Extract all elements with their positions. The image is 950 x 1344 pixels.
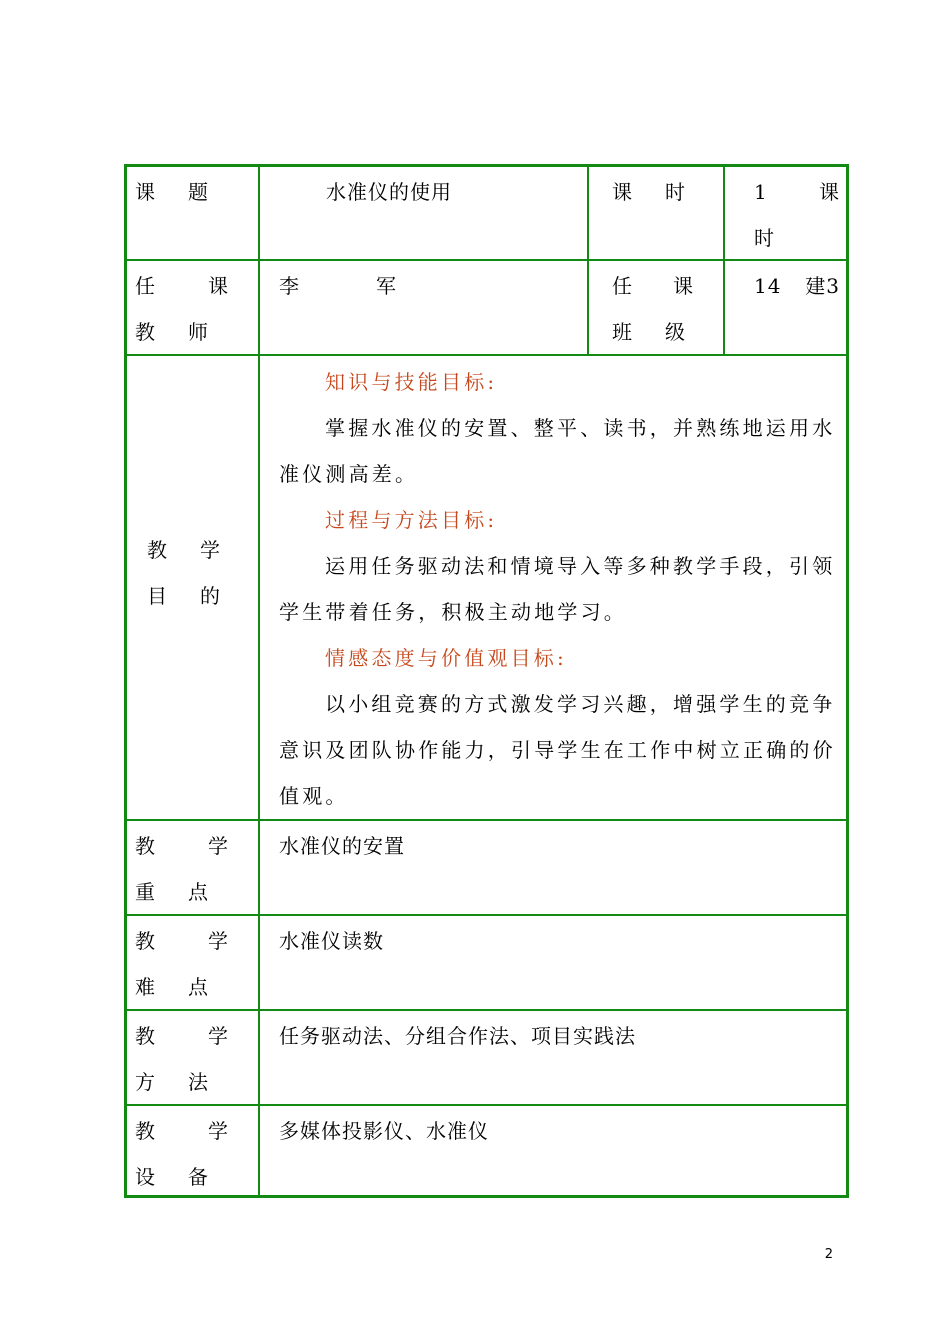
key-points-label-line2 bbox=[135, 869, 209, 915]
row-divider bbox=[127, 914, 846, 916]
equipment-label-line1 bbox=[135, 1108, 229, 1154]
hours-value-part: 1 bbox=[754, 180, 768, 204]
objectives-label-line1 bbox=[147, 527, 221, 573]
row-divider bbox=[127, 819, 846, 821]
teacher-label-char: 师 bbox=[188, 320, 209, 344]
equipment-label-char: 设 bbox=[135, 1165, 156, 1189]
class-label-char: 级 bbox=[665, 320, 686, 344]
difficulties-label-char: 点 bbox=[188, 975, 209, 999]
methods-value: 任务驱动法、分组合作法、项目实践法 bbox=[279, 1024, 636, 1048]
hours-value bbox=[754, 169, 840, 215]
equipment-label-char: 备 bbox=[188, 1165, 209, 1189]
emotion-heading: 情感态度与价值观目标: bbox=[325, 646, 567, 670]
objectives-label-char: 教 bbox=[147, 538, 168, 562]
difficulties-label-line2 bbox=[135, 964, 209, 1010]
difficulties-value: 水准仪读数 bbox=[279, 929, 384, 953]
teacher-name-char: 李 bbox=[279, 274, 300, 298]
column-divider bbox=[587, 167, 589, 354]
topic-label-char: 课 bbox=[135, 180, 156, 204]
lesson-plan-table bbox=[124, 164, 849, 1198]
class-value-part: 14 bbox=[754, 274, 782, 298]
class-label-line1 bbox=[612, 263, 694, 309]
teacher-label-char: 课 bbox=[208, 274, 229, 298]
emotion-text: 以小组竞赛的方式激发学习兴趣，增强学生的竞争意识及团队协作能力，引导学生在工作中树立正确的价值观。 bbox=[279, 692, 836, 808]
class-label-char: 班 bbox=[612, 320, 633, 344]
key-points-label-char: 重 bbox=[135, 880, 156, 904]
hours-value-unit: 时 bbox=[754, 226, 775, 250]
difficulties-label-line1 bbox=[135, 918, 229, 964]
key-points-value: 水准仪的安置 bbox=[279, 834, 405, 858]
hours-value-part: 课 bbox=[819, 180, 840, 204]
class-label-line2 bbox=[612, 309, 686, 355]
difficulties-label-char: 学 bbox=[208, 929, 229, 953]
hours-label-char: 时 bbox=[665, 180, 686, 204]
teacher-label-line2 bbox=[135, 309, 209, 355]
teacher-label-line1 bbox=[135, 263, 229, 309]
equipment-value: 多媒体投影仪、水准仪 bbox=[279, 1119, 489, 1143]
process-text: 运用任务驱动法和情境导入等多种教学手段，引领学生带着任务，积极主动地学习。 bbox=[279, 554, 836, 624]
equipment-label-char: 教 bbox=[135, 1119, 156, 1143]
objectives-label-line2 bbox=[147, 573, 221, 619]
key-points-label-line1 bbox=[135, 823, 229, 869]
objectives-label-char: 学 bbox=[200, 538, 221, 562]
topic-value: 水准仪的使用 bbox=[326, 180, 452, 204]
difficulties-label-char: 教 bbox=[135, 929, 156, 953]
methods-label-char: 方 bbox=[135, 1070, 156, 1094]
key-points-label-char: 点 bbox=[188, 880, 209, 904]
methods-label-line2 bbox=[135, 1059, 209, 1105]
methods-label-char: 法 bbox=[188, 1070, 209, 1094]
key-points-label-char: 教 bbox=[135, 834, 156, 858]
class-value-part: 建3 bbox=[805, 274, 840, 298]
equipment-label-line2 bbox=[135, 1154, 209, 1200]
equipment-label-char: 学 bbox=[208, 1119, 229, 1143]
class-label-char: 任 bbox=[612, 274, 633, 298]
column-divider bbox=[723, 167, 725, 354]
hours-label-char: 课 bbox=[612, 180, 633, 204]
process-heading: 过程与方法目标: bbox=[325, 508, 498, 532]
objectives-content bbox=[279, 359, 839, 819]
key-points-label-char: 学 bbox=[208, 834, 229, 858]
class-label-char: 课 bbox=[673, 274, 694, 298]
objectives-label-char: 的 bbox=[200, 584, 221, 608]
hours-label bbox=[612, 169, 686, 215]
topic-label bbox=[135, 169, 209, 215]
teacher-label-char: 教 bbox=[135, 320, 156, 344]
column-divider bbox=[258, 167, 260, 1195]
teacher-name-char: 军 bbox=[376, 274, 397, 298]
teacher-name bbox=[279, 263, 397, 309]
methods-label-char: 学 bbox=[208, 1024, 229, 1048]
methods-label-line1 bbox=[135, 1013, 229, 1059]
row-divider bbox=[127, 259, 846, 261]
row-divider bbox=[127, 354, 846, 356]
page-number: 2 bbox=[824, 1247, 833, 1262]
row-divider bbox=[127, 1104, 846, 1106]
difficulties-label-char: 难 bbox=[135, 975, 156, 999]
methods-label-char: 教 bbox=[135, 1024, 156, 1048]
knowledge-heading: 知识与技能目标: bbox=[325, 370, 498, 394]
objectives-label-char: 目 bbox=[147, 584, 168, 608]
teacher-label-char: 任 bbox=[135, 274, 156, 298]
topic-label-char: 题 bbox=[188, 180, 209, 204]
class-value bbox=[754, 263, 840, 309]
row-divider bbox=[127, 1009, 846, 1011]
knowledge-text: 掌握水准仪的安置、整平、读书，并熟练地运用水准仪测高差。 bbox=[279, 416, 836, 486]
